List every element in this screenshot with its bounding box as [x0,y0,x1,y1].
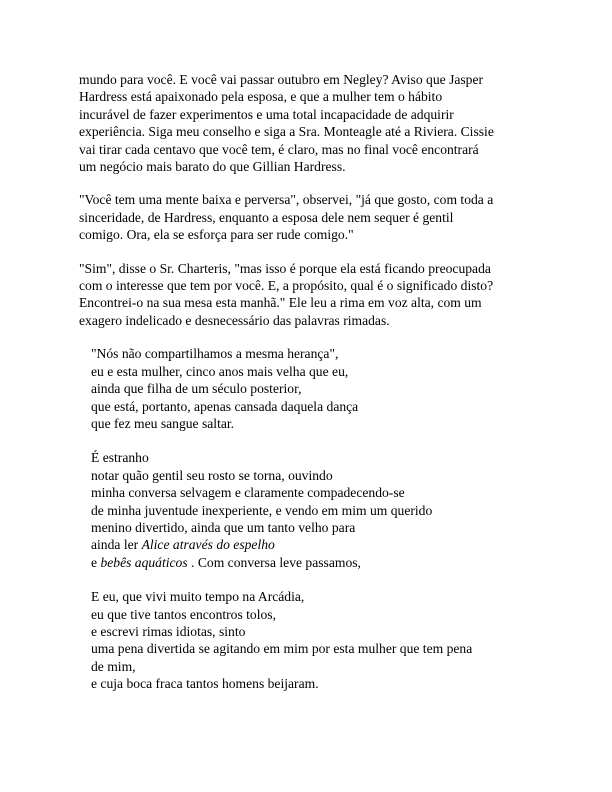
poem-stanza [91,588,549,692]
poem-line: que está, portanto, apenas cansada daquela dança [91,398,359,414]
poem-line: "Nós não compartilhamos a mesma herança", [91,346,339,362]
poem-line: de minha juventude inexperiente, e vendo em mim um querido [91,502,433,518]
poem-line: eu e esta mulher, cinco anos mais velha que eu, [91,363,349,379]
poem-line: menino divertido, ainda que um tanto velho para [91,519,356,535]
text-line: "Você tem uma mente baixa e perversa", observei, "já que gosto, com toda a [79,192,494,208]
paragraph [79,71,549,175]
poem-line: uma pena divertida se agitando em mim por esta mulher que tem pena [91,641,473,657]
poem-line: notar quão gentil seu rosto se torna, ouvindo [91,467,333,483]
paragraph [79,260,549,330]
text-line: incurável de fazer experimentos e uma total incapacidade de adquirir [79,106,454,122]
poem-line: e escrevi rimas idiotas, sinto [91,623,246,639]
text-line: com o interesse que tem por você. E, a propósito, qual é o significado disto? [79,278,494,294]
book-title: bebês aquáticos [100,554,188,570]
poem-line: de mim, [91,658,136,674]
text-line: sinceridade, de Hardress, enquanto a esposa dele nem sequer é gentil [79,209,454,225]
text-line: experiência. Siga meu conselho e siga a Sra. Monteagle até a Riviera. Cissie [79,124,494,140]
poem-stanza [91,449,549,571]
poem-line [91,554,549,571]
poem-line: É estranho [91,450,149,466]
poem-line: eu que tive tantos encontros tolos, [91,606,276,622]
poem-line [91,536,549,553]
text-line: "Sim", disse o Sr. Charteris, "mas isso é porque ela está ficando preocupada [79,260,491,276]
book-title: Alice através do espelho [141,537,275,553]
text-line: vai tirar cada centavo que você tem, é claro, mas no final você encontrará [79,141,479,157]
poem-line: que fez meu sangue saltar. [91,415,235,431]
poem-line: E eu, que vivi muito tempo na Arcádia, [91,589,305,605]
line-suffix: . Com conversa leve passamos, [187,554,361,570]
poem-line: ainda que filha de um século posterior, [91,381,302,397]
line-prefix: ainda ler [91,537,142,553]
text-line: um negócio mais barato do que Gillian Hardress. [79,159,346,175]
poem-stanza [91,345,549,432]
document-page [79,71,549,710]
text-line: Hardress está apaixonado pela esposa, e que a mulher tem o hábito [79,89,443,105]
text-line: exagero indelicado e desnecessário das palavras rimadas. [79,312,390,328]
poem-line: e cuja boca fraca tantos homens beijaram. [91,676,319,692]
text-line: comigo. Ora, ela se esforça para ser rude comigo." [79,227,354,243]
paragraph [79,191,549,243]
poem-line: minha conversa selvagem e claramente compadecendo-se [91,485,405,501]
text-line: mundo para você. E você vai passar outubro em Negley? Aviso que Jasper [79,72,484,87]
line-prefix: e [91,554,101,570]
text-line: Encontrei-o na sua mesa esta manhã." Ele leu a rima em voz alta, com um [79,295,482,311]
